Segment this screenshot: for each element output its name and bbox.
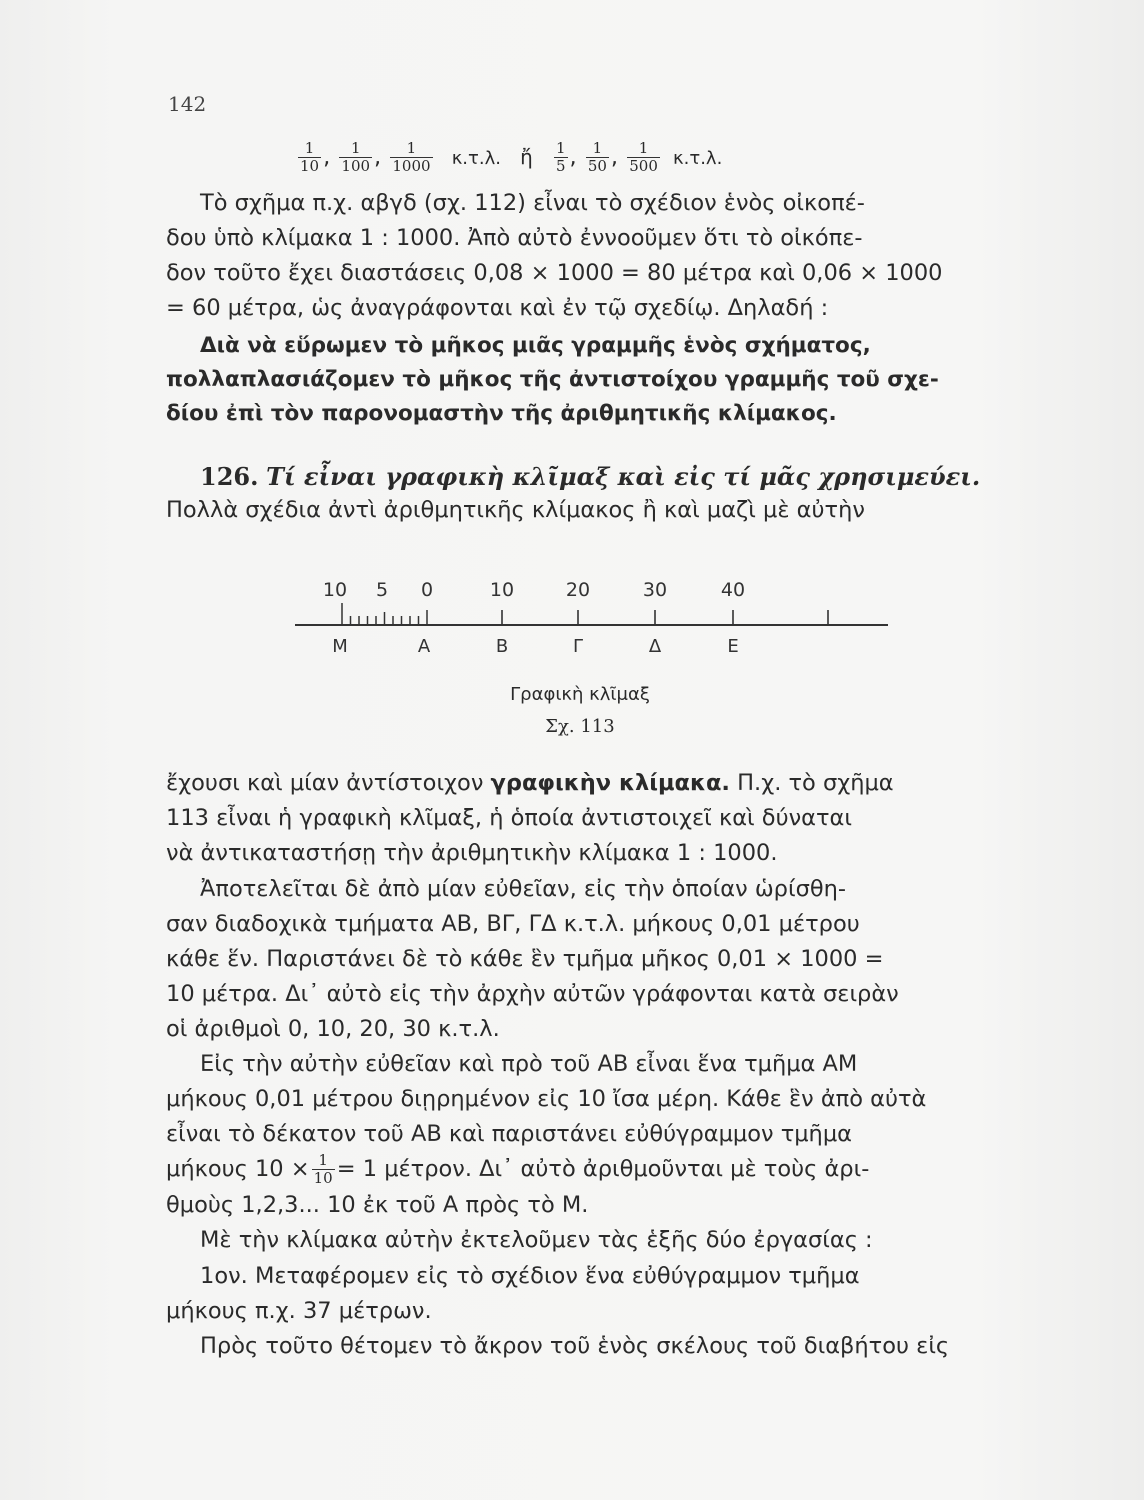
scale-major-ticks [502, 610, 828, 625]
paragraph-3-line-4: 10 μέτρα. Δι᾽ αὐτὸ εἰς τὴν ἀρχὴν αὐτῶν γράφονται κατὰ σειρὰν [166, 981, 899, 1007]
paragraph-3-line-5: οἱ ἀριθμοὶ 0, 10, 20, 30 κ.τ.λ. [166, 1016, 500, 1042]
paragraph-1-line-3: δον τοῦτο ἔχει διαστάσεις 0,08 × 1000 = 80 μέτρα καὶ 0,06 × 1000 [166, 260, 943, 286]
scale-point-D: Δ [648, 636, 662, 657]
page-number: 142 [168, 92, 207, 116]
figure-caption-title: Γραφικὴ κλῖμαξ [510, 684, 650, 705]
fraction-1-100: $\frac{1}{100}$ [341, 139, 371, 175]
scale-label-40: 40 [720, 579, 746, 601]
fraction-1-5: $\frac{1}{5}$ [555, 139, 566, 175]
paragraph-4-text-after: = 1 μέτρον. Δι᾽ αὐτὸ ἀριθμοῦνται μὲ τοὺς ἀρι- [336, 1156, 870, 1182]
scale-point-M: Μ [332, 636, 348, 657]
paragraph-4-line-4 [166, 1152, 869, 1187]
paragraph-3-line-3: κάθε ἕν. Παριστάνει δὲ τὸ κάθε ἓν τμῆμα μῆκος 0,01 × 1000 = [166, 946, 884, 972]
etc-text-2: κ.τ.λ. [673, 148, 723, 169]
fraction-1-500: $\frac{1}{500}$ [629, 139, 658, 175]
paragraph-2-line-2: 113 εἶναι ἡ γραφικὴ κλῖμαξ, ἡ ὁποία ἀντιστοιχεῖ καὶ δύναται [166, 805, 852, 831]
paragraph-4-line-3: εἶναι τὸ δέκατον τοῦ ΑΒ καὶ παριστάνει εὐθύγραμμον τμῆμα [166, 1121, 852, 1147]
scale-point-A: Α [417, 636, 431, 657]
etc-text: κ.τ.λ. [451, 148, 501, 169]
paragraph-1-line-4: = 60 μέτρα, ὡς ἀναγράφονται καὶ ἐν τῷ σχεδίῳ. Δηλαδή : [166, 295, 829, 321]
graphic-scale-figure [290, 570, 900, 670]
paragraph-4-line-5: θμοὺς 1,2,3... 10 ἐκ τοῦ Α πρὸς τὸ Μ. [166, 1192, 589, 1218]
scale-point-G: Γ [572, 636, 584, 657]
paragraph-2-line-1 [166, 770, 894, 796]
fraction-1-10-inline: $\frac{1}{10}$ [313, 1151, 333, 1187]
fraction-1-1000: $\frac{1}{1000}$ [392, 139, 431, 175]
scale-label-30: 30 [642, 579, 668, 601]
section-first-line: Πολλὰ σχέδια ἀντὶ ἀριθμητικῆς κλίμακος ἢ καὶ μαζὶ μὲ αὐτὴν [166, 497, 865, 523]
scale-minor-ticks [342, 603, 427, 625]
section-heading [200, 462, 980, 491]
paragraph-4-text: μήκους 10 × [166, 1156, 310, 1182]
graphic-scale-term: γραφικὴν κλίμακα. [490, 770, 730, 796]
scale-label-10: 10 [489, 579, 515, 601]
paragraph-2-line-3: νὰ ἀντικαταστήσῃ τὴν ἀριθμητικὴν κλίμακα 1 : 1000. [166, 840, 778, 866]
section-number: 126. [200, 462, 259, 491]
paragraph-6-line-1: 1ον. Μεταφέρομεν εἰς τὸ σχέδιον ἕνα εὐθύγραμμον τμῆμα [200, 1263, 860, 1289]
paragraph-6-line-2: μήκους π.χ. 37 μέτρων. [166, 1298, 432, 1324]
scale-point-B: Β [495, 636, 509, 657]
scale-label-5: 5 [375, 579, 389, 601]
scale-label-0: 0 [420, 579, 434, 601]
scale-label-20: 20 [565, 579, 591, 601]
rule-line-1: Διὰ νὰ εὕρωμεν τὸ μῆκος μιᾶς γραμμῆς ἑνὸς σχήματος, [200, 333, 871, 358]
paragraph-1-line-2: δου ὑπὸ κλίμακα 1 : 1000. Ἀπὸ αὐτὸ ἐννοοῦμεν ὅτι τὸ οἰκόπε- [166, 225, 863, 251]
rule-line-3: δίου ἐπὶ τὸν παρονομαστὴν τῆς ἀριθμητικῆς κλίμακος. [166, 401, 837, 426]
paragraph-3-line-1: Ἀποτελεῖται δὲ ἀπὸ μίαν εὐθεῖαν, εἰς τὴν ὁποίαν ὡρίσθη- [200, 876, 846, 902]
fraction-1-50: $\frac{1}{50}$ [587, 139, 607, 175]
figure-caption-number: Σχ. 113 [545, 716, 615, 737]
fraction-1-10: $\frac{1}{10}$ [300, 139, 320, 175]
paragraph-7-line-1: Πρὸς τοῦτο θέτομεν τὸ ἄκρον τοῦ ἑνὸς σκέλους τοῦ διαβήτου εἰς [200, 1333, 950, 1359]
paragraph-1-line-1: Τὸ σχῆμα π.χ. αβγδ (σχ. 112) εἶναι τὸ σχέδιον ἑνὸς οἰκοπέ- [200, 190, 865, 216]
scale-label-10-left: 10 [322, 579, 348, 601]
or-text: ἤ [520, 145, 533, 169]
fractions-line: $\frac{1}{10}$ , $\frac{1}{100}$ , $\frac{1}{1000}$ κ.τ.λ. ἤ $\frac{1}{5}$ , $\frac{1}{50}$ , $\frac{1}{500}$ κ.τ.λ. [300, 139, 723, 175]
paragraph-2-text-after: Π.χ. τὸ σχῆμα [737, 770, 894, 796]
paragraph-5-line-1: Μὲ τὴν κλίμακα αὐτὴν ἐκτελοῦμεν τὰς ἑξῆς δύο ἐργασίας : [200, 1227, 873, 1253]
paragraph-4-line-1: Εἰς τὴν αὐτὴν εὐθεῖαν καὶ πρὸ τοῦ ΑΒ εἶναι ἕνα τμῆμα ΑΜ [200, 1051, 858, 1077]
scale-point-E: Ε [727, 636, 739, 657]
paragraph-2-text: ἔχουσι καὶ μίαν ἀντίστοιχον [166, 770, 484, 796]
section-title: Τί εἶναι γραφικὴ κλῖμαξ καὶ εἰς τί μᾶς χρησιμεύει. [266, 462, 981, 491]
paragraph-3-line-2: σαν διαδοχικὰ τμήματα ΑΒ, ΒΓ, ΓΔ κ.τ.λ. μήκους 0,01 μέτρου [166, 911, 860, 937]
paragraph-4-line-2: μήκους 0,01 μέτρου διῃρημένον εἰς 10 ἴσα μέρη. Κάθε ἓν ἀπὸ αὐτὰ [166, 1086, 927, 1112]
rule-line-2: πολλαπλασιάζομεν τὸ μῆκος τῆς ἀντιστοίχου γραμμῆς τοῦ σχε- [166, 367, 939, 392]
